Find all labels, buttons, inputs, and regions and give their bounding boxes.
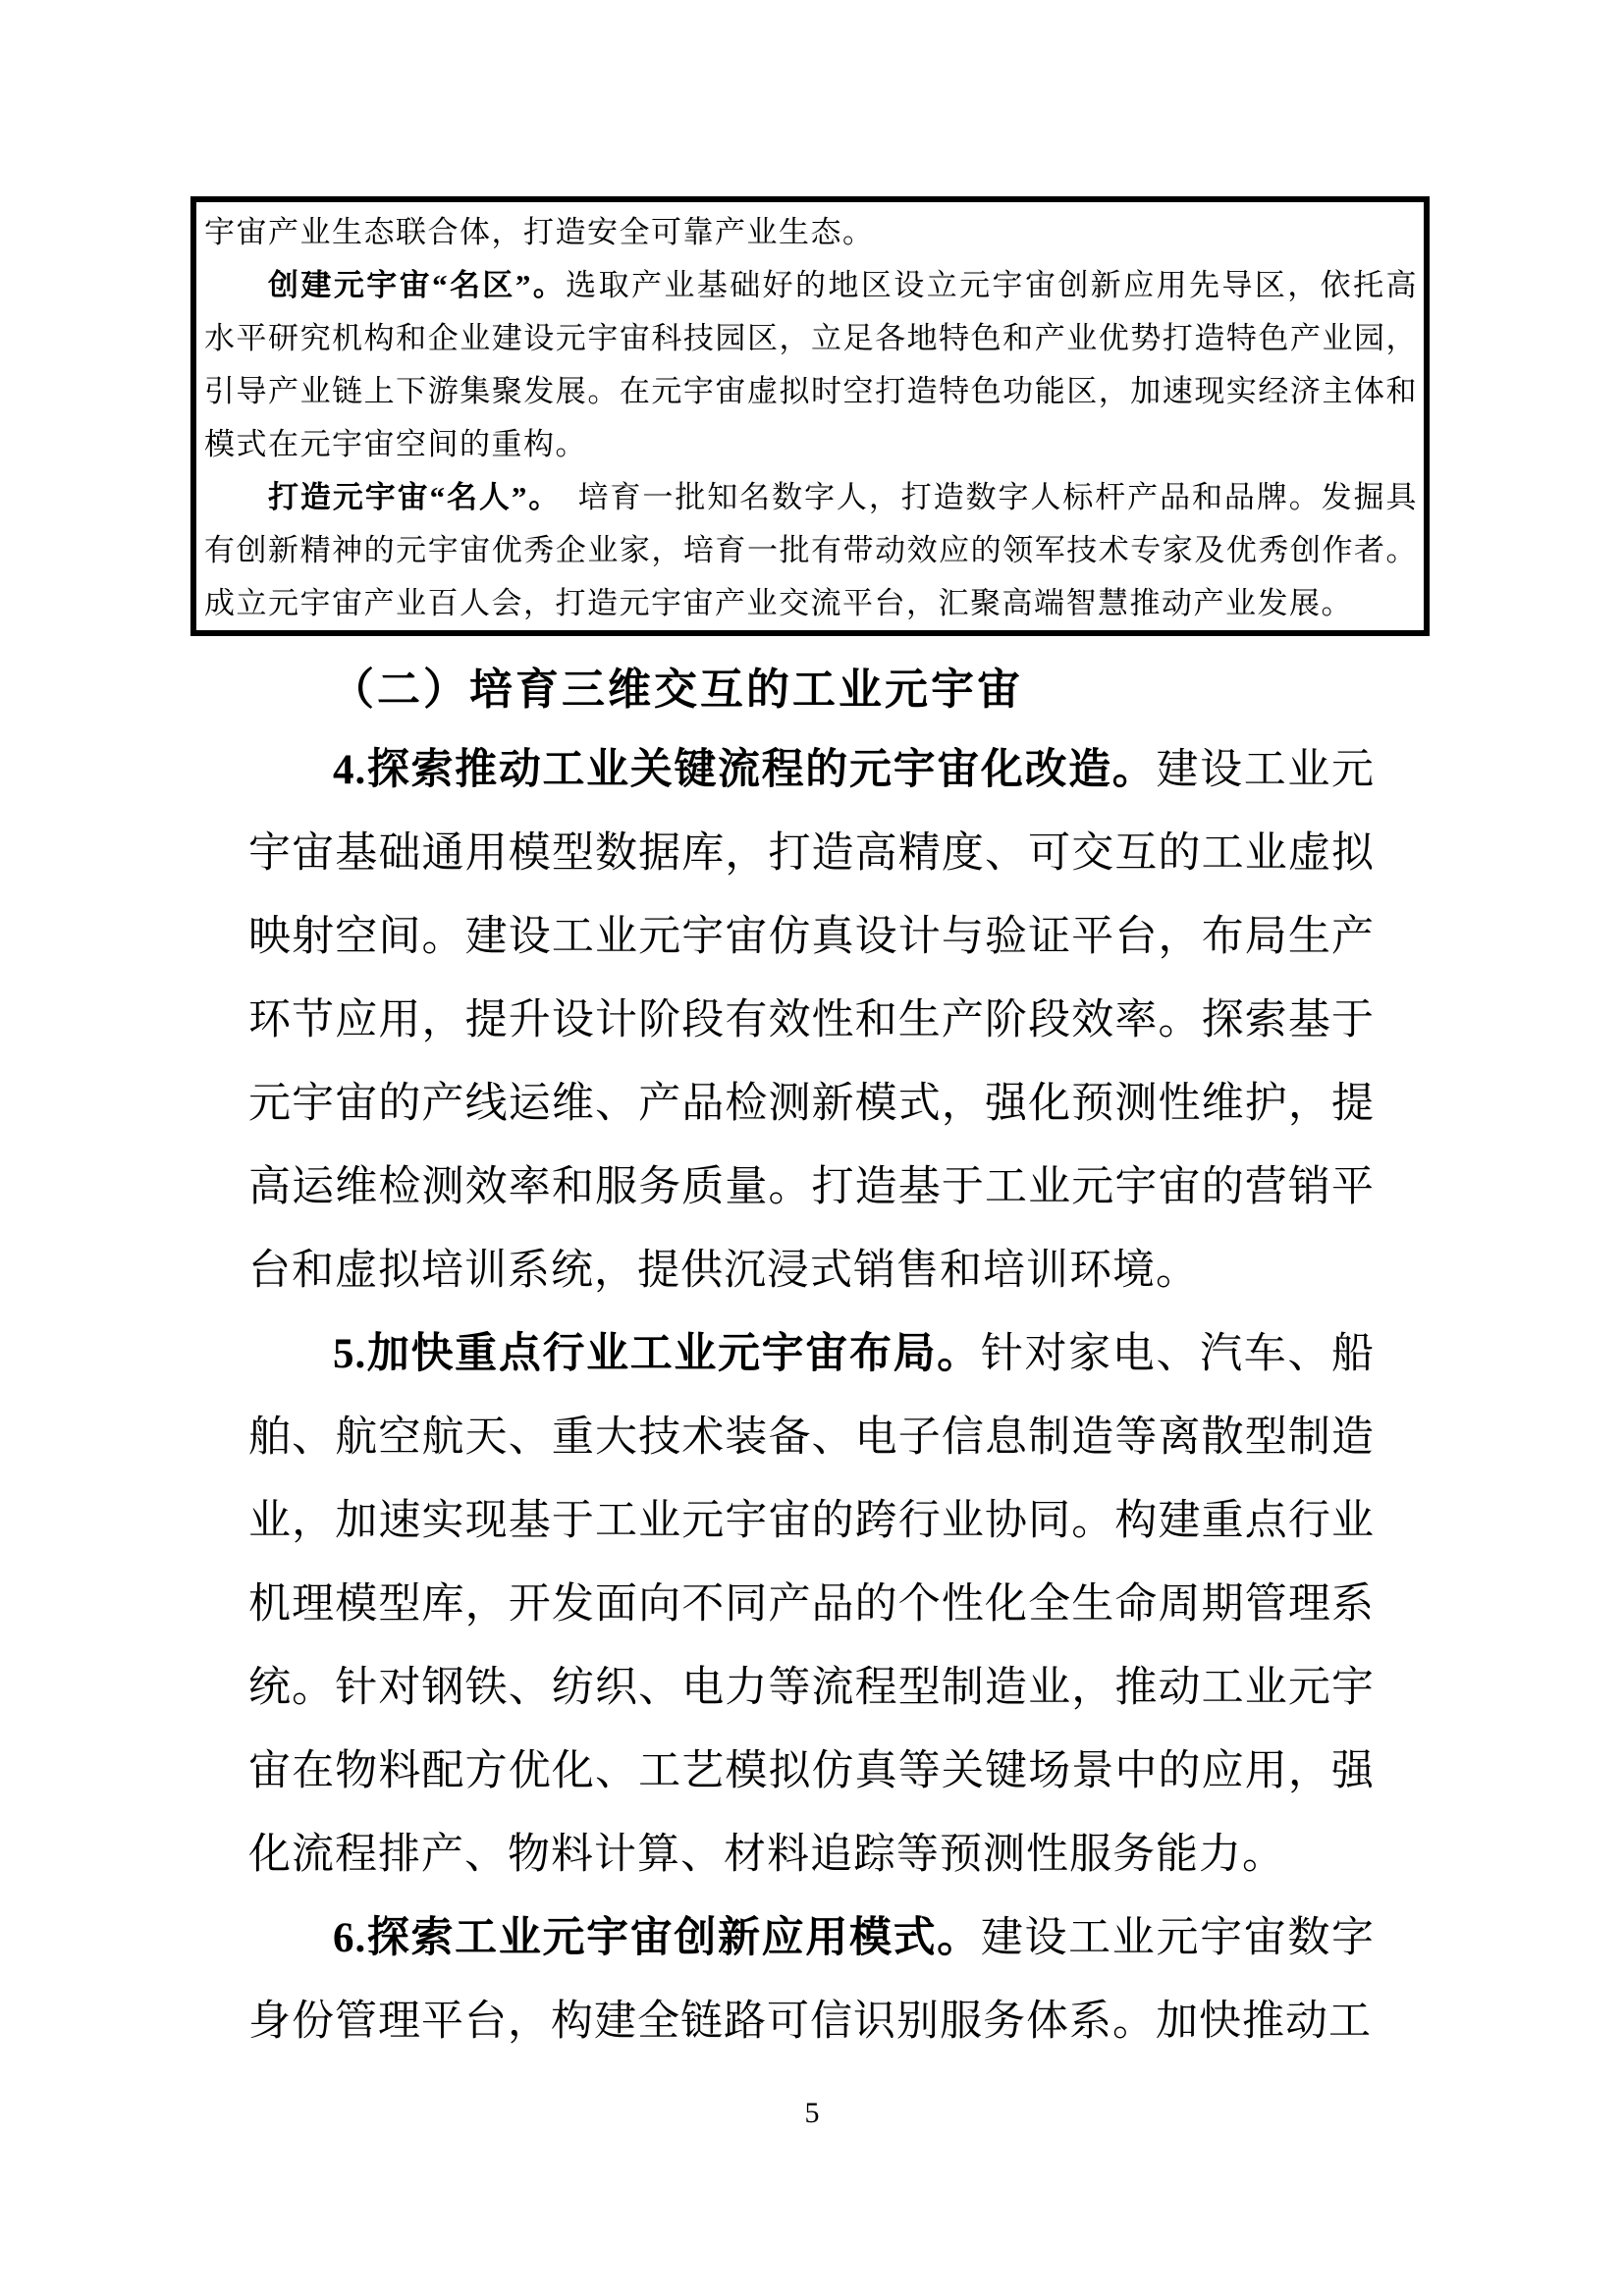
body-paragraph-text: 针对家电、汽车、船舶、航空航天、重大技术装备、电子信息制造等离散型制造业，加速实现基于工业元宇宙的跨行业协同。构建重点行业机理模型库，开发面向不同产品的个性化全生命周期管理系统。针对钢铁、纺织、电力等流程型制造业，推动工业元宇宙在物料配方优化、工艺模拟仿真等关键场景中的应用，强化流程排产、物料计算、材料追踪等预测性服务能力。	[248, 1331, 1376, 1878]
box-paragraph-text: 选取产业基础好的地区设立元宇宙创新应用先导区，依托高水平研究机构和企业建设元宇宙科技园区，立足各地特色和产业优势打造特色产业园，引导产业链上下游集聚发展。在元宇宙虚拟时空打造特色功能区，加速现实经济主体和模式在元宇宙空间的重构。	[204, 268, 1419, 461]
page-number: 5	[804, 2097, 820, 2129]
box-paragraph-text: 培育一批知名数字人，打造数字人标杆产品和品牌。发掘具有创新精神的元宇宙优秀企业家，培育一批有带动效应的领军技术专家及优秀创作者。成立元宇宙产业百人会，打造元宇宙产业交流平台，汇聚高端智慧推动产业发展。	[204, 480, 1419, 620]
box-paragraph	[204, 471, 1418, 630]
body-paragraph-lead: 6.探索工业元宇宙创新应用模式。	[333, 1915, 981, 1961]
highlight-box	[190, 196, 1430, 636]
box-paragraph-text: 宇宙产业生态联合体，打造安全可靠产业生态。	[204, 215, 875, 249]
body-paragraph-text: 建设工业元宇宙数字身份管理平台，构建全链路可信识别服务体系。加快推动工	[248, 1915, 1376, 2045]
body-text	[248, 728, 1375, 2063]
body-paragraph-lead: 4.探索推动工业关键流程的元宇宙化改造。	[333, 747, 1157, 793]
box-paragraph-lead: 打造元宇宙“名人”。	[268, 480, 546, 514]
box-paragraph-continuation	[204, 206, 1418, 259]
body-paragraph	[248, 728, 1375, 1312]
body-paragraph-lead: 5.加快重点行业工业元宇宙布局。	[333, 1331, 981, 1377]
body-paragraph-text: 建设工业元宇宙基础通用模型数据库，打造高精度、可交互的工业虚拟映射空间。建设工业元宇宙仿真设计与验证平台，布局生产环节应用，提升设计阶段有效性和生产阶段效率。探索基于元宇宙的产线运维、产品检测新模式，强化预测性维护，提高运维检测效率和服务质量。打造基于工业元宇宙的营销平台和虚拟培训系统，提供沉浸式销售和培训环境。	[248, 747, 1376, 1294]
box-paragraph-lead: 创建元宇宙“名区”。	[268, 268, 567, 302]
body-paragraph	[248, 1312, 1375, 1896]
box-paragraph	[204, 259, 1418, 471]
section-heading: （二）培育三维交互的工业元宇宙	[331, 666, 1023, 714]
body-paragraph	[248, 1896, 1375, 2063]
